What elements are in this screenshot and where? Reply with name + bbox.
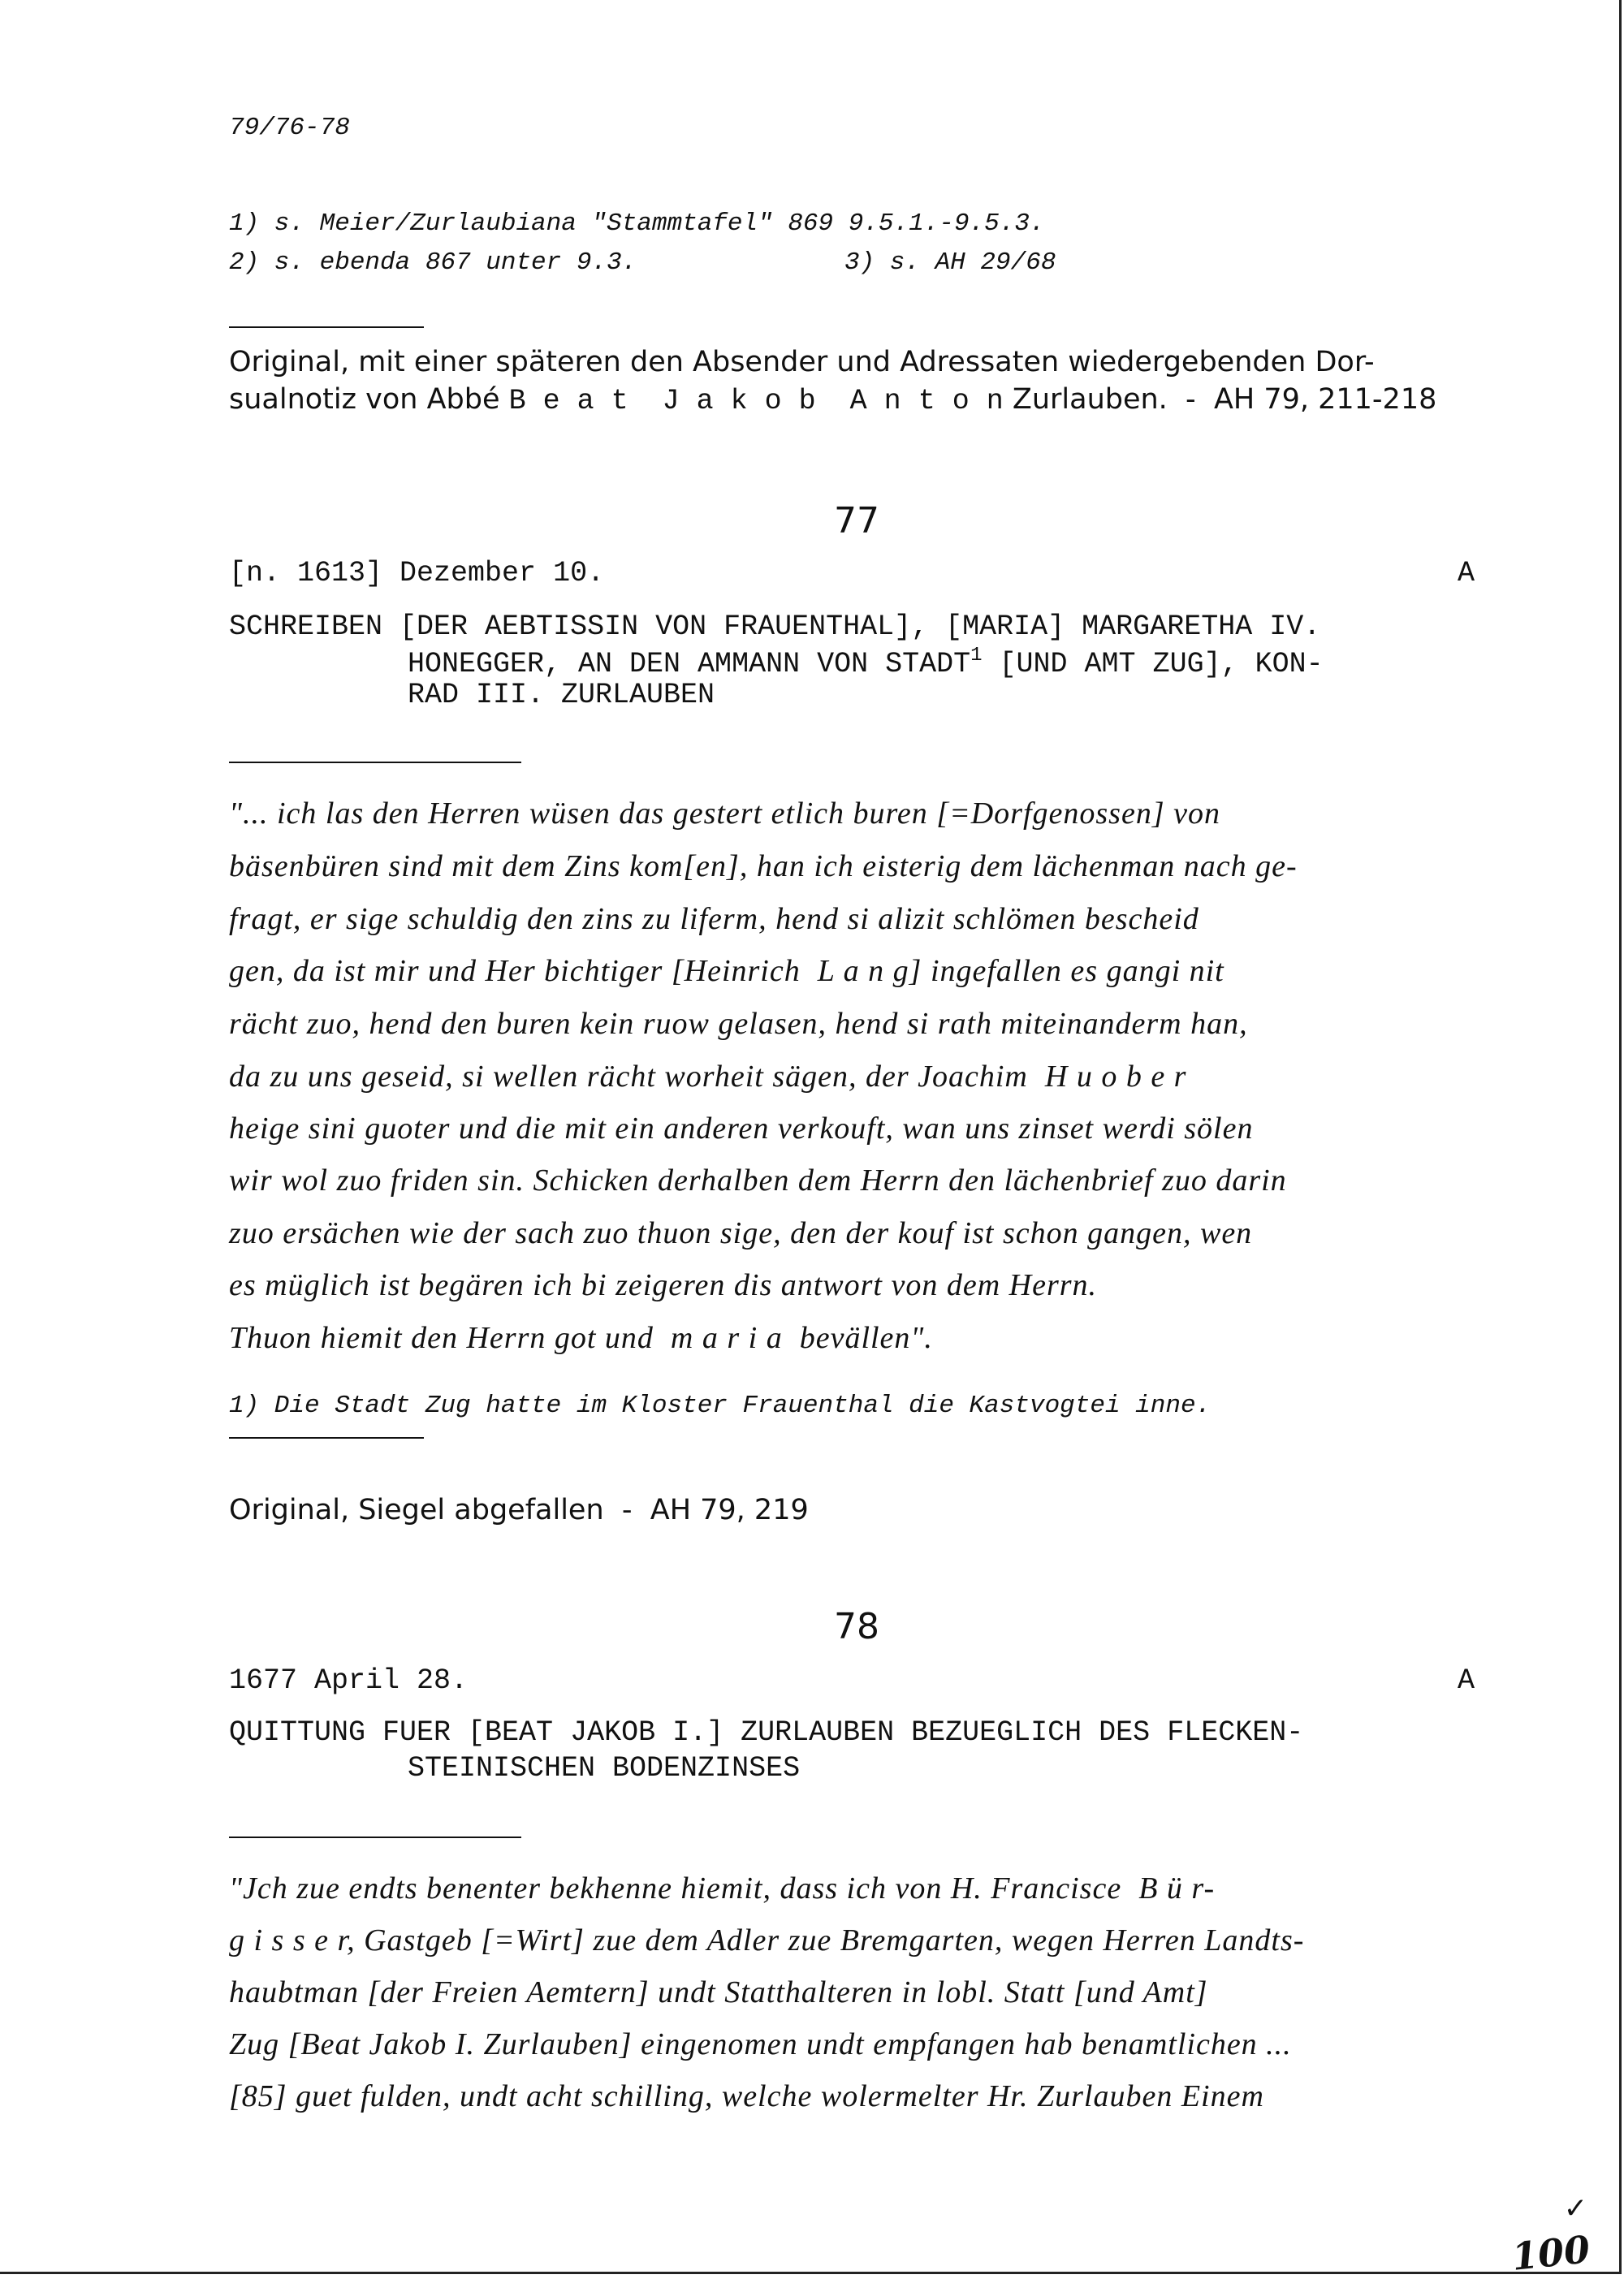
document-number: 77	[834, 500, 879, 542]
text-line: g i s s e r, Gastgeb [=Wirt] zue dem Adler zue Bremgarten, wegen Herren Landts-	[229, 1923, 1305, 1957]
document-title-line-3: RAD III. ZURLAUBEN	[408, 679, 715, 711]
text-line: "... ich las den Herren wüsen das gestert etlich buren [=Dorfgenossen] von	[229, 796, 1220, 831]
document-number: 78	[834, 1606, 879, 1647]
document-title-line-2	[408, 645, 1324, 680]
text-line: heige sini guoter und die mit ein anderen verkouft, wan uns zinset werdi sölen	[229, 1111, 1254, 1146]
document-date: 1677 April 28.	[229, 1664, 469, 1697]
text-line: es müglich ist begären ich bi zeigeren dis antwort von dem Herrn.	[229, 1268, 1098, 1302]
source-note-line-1: Original, mit einer späteren den Absender und Adressaten wiedergebenden Dor-	[229, 346, 1375, 378]
text-line: fragt, er sige schuldig den zins zu liferm, hend si alizit schlömen bescheid	[229, 902, 1199, 936]
footnote-ref: 1	[970, 645, 983, 667]
text-line: Zug [Beat Jakob I. Zurlauben] eingenomen undt empfangen hab benamtlichen ...	[229, 2027, 1292, 2061]
source-note-text: sualnotiz von Abbé	[229, 383, 509, 416]
text-line: wir wol zuo friden sin. Schicken derhalben dem Herrn den lächenbrief zuo darin	[229, 1163, 1287, 1198]
page-number: 100	[1510, 2227, 1592, 2279]
text-line: bäsenbüren sind mit dem Zins kom[en], han ich eisterig dem lächenman nach ge-	[229, 849, 1298, 883]
separator-rule	[229, 762, 521, 763]
footnote: 1) Die Stadt Zug hatte im Kloster Frauenthal die Kastvogtei inne.	[229, 1392, 1212, 1420]
document-date: [n. 1613] Dezember 10.	[229, 557, 605, 589]
separator-rule	[229, 1437, 424, 1439]
check-mark: ✓	[1566, 2192, 1586, 2229]
title-text-cont: [UND AMT ZUG], KON-	[982, 648, 1324, 680]
page-reference: 79/76-78	[229, 114, 350, 142]
document-title-line-2: STEINISCHEN BODENZINSES	[408, 1752, 801, 1785]
document-title-line-1: QUITTUNG FUER [BEAT JAKOB I.] ZURLAUBEN BEZUEGLICH DES FLECKEN-	[229, 1716, 1304, 1749]
separator-rule	[229, 326, 424, 328]
text-line: haubtman [der Freien Aemtern] undt Statthalteren in lobl. Statt [und Amt]	[229, 1975, 1208, 2009]
footnote-2: 2) s. ebenda 867 unter 9.3.	[229, 248, 637, 277]
source-note: Original, Siegel abgefallen - AH 79, 219	[229, 1494, 809, 1526]
original-mark: A	[1458, 1664, 1475, 1697]
footnote-1: 1) s. Meier/Zurlaubiana "Stammtafel" 869 9.5.1.-9.5.3.	[229, 209, 1045, 238]
spaced-name: B e a t J a k o b A n t o n	[508, 385, 1004, 417]
text-line: da zu uns geseid, si wellen rächt worheit sägen, der Joachim H u o b e r	[229, 1060, 1187, 1094]
separator-rule	[229, 1837, 521, 1838]
source-note-line-2	[229, 383, 1436, 417]
text-line: rächt zuo, hend den buren kein ruow gelasen, hend si rath miteinanderm han,	[229, 1007, 1248, 1041]
text-line: zuo ersächen wie der sach zuo thuon sige, den der kouf ist schon gangen, wen	[229, 1216, 1253, 1250]
footnote-3: 3) s. AH 29/68	[844, 248, 1056, 277]
original-mark: A	[1458, 557, 1475, 589]
text-line: gen, da ist mir und Her bichtiger [Heinrich L a n g] ingefallen es gangi nit	[229, 954, 1224, 988]
text-line: [85] guet fulden, undt acht schilling, welche wolermelter Hr. Zurlauben Einem	[229, 2079, 1264, 2113]
source-note-archive: Zurlauben. - AH 79, 211-218	[1003, 383, 1437, 416]
text-line: "Jch zue endts benenter bekhenne hiemit, dass ich von H. Francisce B ü r-	[229, 1871, 1216, 1906]
document-title-line-1: SCHREIBEN [DER AEBTISSIN VON FRAUENTHAL], [MARIA] MARGARETHA IV.	[229, 611, 1321, 643]
text-line: Thuon hiemit den Herrn got und m a r i a bevällen".	[229, 1321, 933, 1355]
title-text: HONEGGER, AN DEN AMMANN VON STADT	[408, 648, 971, 680]
